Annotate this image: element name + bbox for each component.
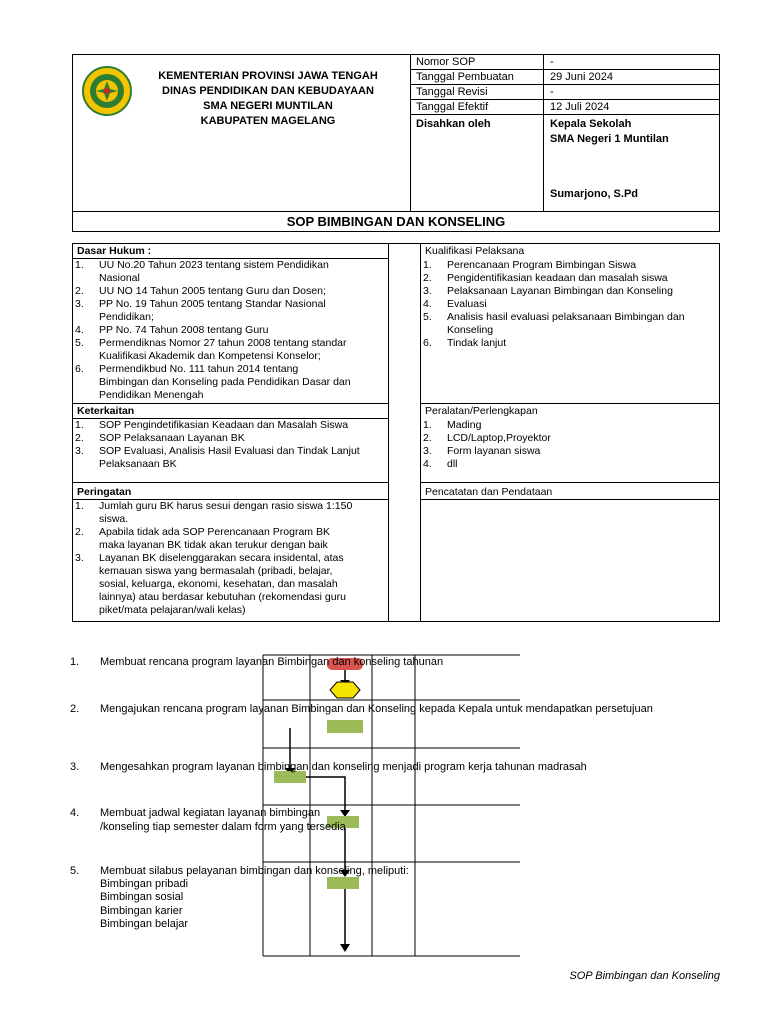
list-item	[421, 432, 719, 445]
approved-label: Disahkan oleh	[416, 118, 491, 130]
keterkaitan-section	[72, 403, 389, 483]
org-line-3: SMA NEGERI MUNTILAN	[203, 100, 333, 112]
list-item-text: UU No.20 Tahun 2023 tentang sistem Pendidikan	[99, 259, 329, 271]
pencatatan-section	[420, 482, 720, 622]
list-item-text: Pendidikan Menengah	[99, 389, 204, 401]
peralatan-section	[420, 403, 720, 483]
list-item	[421, 458, 719, 471]
section-heading: Keterkaitan	[77, 405, 135, 417]
list-item-text: Pelaksanaan BK	[99, 458, 177, 470]
peralatan-list	[421, 419, 719, 471]
list-item-text: SOP Pelaksanaan Layanan BK	[99, 432, 245, 444]
list-item-text: Permendikbud No. 111 tahun 2014 tentang	[99, 363, 299, 375]
list-item-number: 1.	[423, 259, 432, 271]
list-item-text: Jumlah guru BK harus sesui dengan rasio siswa 1:150	[99, 500, 353, 512]
keterkaitan-list	[73, 419, 388, 471]
list-item-number: 1.	[75, 419, 84, 431]
list-item-text: Permendiknas Nomor 27 tahun 2008 tentang standar	[99, 337, 347, 349]
list-item	[73, 432, 388, 445]
list-item-text: Pelaksanaan Layanan Bimbingan dan Konseling	[447, 285, 673, 297]
meta-row-revisi: Tanggal Revisi -	[410, 85, 720, 100]
list-item-number: 3.	[75, 552, 84, 564]
list-item	[73, 419, 388, 432]
list-item-text: Tindak lanjut	[447, 337, 507, 349]
list-item-text: SOP Evaluasi, Analisis Hasil Evaluasi dan Tindak Lanjut	[99, 445, 360, 457]
list-item	[73, 363, 388, 402]
list-item	[421, 298, 719, 311]
org-line-4: KABUPATEN MAGELANG	[200, 115, 336, 127]
list-item-text: piket/mata pelajaran/wali kelas)	[99, 604, 246, 616]
list-item-text: Evaluasi	[447, 298, 487, 310]
dasar-hukum-list	[73, 259, 388, 402]
list-item-number: 2.	[423, 432, 432, 444]
kualifikasi-section	[420, 243, 720, 404]
list-item-number: 4.	[75, 324, 84, 336]
peringatan-section	[72, 482, 389, 622]
list-item	[421, 337, 719, 350]
institution-name	[133, 69, 403, 129]
list-item-number: 5.	[423, 311, 432, 323]
list-item-number: 2.	[75, 432, 84, 444]
list-item-number: 6.	[75, 363, 84, 375]
institution-block	[73, 55, 411, 211]
list-item-number: 1.	[423, 419, 432, 431]
list-item-number: 3.	[75, 445, 84, 457]
process-box-2	[327, 720, 363, 733]
list-item-text: Bimbingan dan Konseling pada Pendidikan Dasar dan	[99, 376, 351, 388]
org-line-2: DINAS PENDIDIKAN DAN KEBUDAYAAN	[162, 85, 374, 97]
meta-row-nomor: Nomor SOP -	[410, 55, 720, 70]
list-item	[73, 500, 388, 526]
document-title: SOP BIMBINGAN DAN KONSELING	[72, 212, 720, 232]
sop-header	[72, 54, 720, 212]
list-item-text: Pengidentifikasian keadaan dan masalah siswa	[447, 272, 668, 284]
decision-shape	[330, 682, 360, 698]
list-item-number: 1.	[75, 259, 84, 271]
list-item-text: Apabila tidak ada SOP Perencanaan Program BK	[99, 526, 330, 538]
list-item-text: sosial, keluarga, ekonomi, kesehatan, dan masalah	[99, 578, 338, 590]
list-item-number: 2.	[423, 272, 432, 284]
school-logo-icon	[81, 65, 133, 117]
kualifikasi-list	[421, 259, 719, 350]
list-item	[421, 272, 719, 285]
list-item	[421, 259, 719, 272]
list-item-text: PP No. 74 Tahun 2008 tentang Guru	[99, 324, 269, 336]
list-item-text: dll	[447, 458, 458, 470]
column-divider	[388, 243, 421, 622]
dasar-hukum-section	[72, 243, 389, 404]
list-item-text: Form layanan siswa	[447, 445, 541, 457]
list-item-number: 5.	[75, 337, 84, 349]
list-item-text: PP No. 19 Tahun 2005 tentang Standar Nasional	[99, 298, 326, 310]
list-item	[421, 445, 719, 458]
list-item	[73, 298, 388, 324]
list-item-text: Mading	[447, 419, 482, 431]
peringatan-list	[73, 500, 388, 617]
list-item-text: lainnya) atau berdasar kebutuhan (rekomendasi guru	[99, 591, 346, 603]
list-item	[73, 259, 388, 285]
approver-name: Sumarjono, S.Pd	[550, 188, 639, 200]
list-item	[73, 337, 388, 363]
section-heading: Dasar Hukum :	[77, 245, 152, 257]
list-item-number: 2.	[75, 526, 84, 538]
list-item-number: 1.	[75, 500, 84, 512]
list-item-text: siswa.	[99, 513, 129, 525]
list-item-text: LCD/Laptop,Proyektor	[447, 432, 551, 444]
list-item-text: Kualifikasi Akademik dan Kompetensi Konselor;	[99, 350, 321, 362]
list-item-number: 3.	[423, 445, 432, 457]
list-item-text: Konseling	[447, 324, 494, 336]
list-item	[73, 552, 388, 617]
list-item-number: 3.	[75, 298, 84, 310]
list-item-number: 3.	[423, 285, 432, 297]
list-item	[421, 285, 719, 298]
list-item-number: 6.	[423, 337, 432, 349]
list-item	[73, 526, 388, 552]
list-item-text: UU NO 14 Tahun 2005 tentang Guru dan Dosen;	[99, 285, 326, 297]
list-item-number: 4.	[423, 458, 432, 470]
section-heading: Peralatan/Perlengkapan	[425, 405, 538, 417]
list-item	[73, 324, 388, 337]
meta-row-pembuatan: Tanggal Pembuatan 29 Juni 2024	[410, 70, 720, 85]
list-item-text: kemauan siswa yang bermasalah (pribadi, belajar,	[99, 565, 333, 577]
section-heading: Kualifikasi Pelaksana	[425, 245, 525, 257]
list-item-text: Layanan BK diselenggarakan secara insidental, atas	[99, 552, 344, 564]
list-item-text: SOP Pengindetifikasian Keadaan dan Masalah Siswa	[99, 419, 349, 431]
list-item-text: Perencanaan Program Bimbingan Siswa	[447, 259, 637, 271]
list-item-text: Nasional	[99, 272, 140, 284]
list-item-text: Analisis hasil evaluasi pelaksanaan Bimbingan dan	[447, 311, 685, 323]
page-footer: SOP Bimbingan dan Konseling	[569, 970, 720, 982]
list-item-text: Pendidikan;	[99, 311, 154, 323]
approver-title-1: Kepala Sekolah	[550, 118, 632, 130]
meta-row-efektif: Tanggal Efektif 12 Juli 2024	[410, 100, 720, 115]
list-item-number: 4.	[423, 298, 432, 310]
list-item	[73, 285, 388, 298]
list-item	[421, 419, 719, 432]
section-heading: Pencatatan dan Pendataan	[425, 486, 553, 498]
list-item-number: 2.	[75, 285, 84, 297]
section-heading: Peringatan	[77, 486, 132, 498]
approver-title-2: SMA Negeri 1 Muntilan	[550, 133, 669, 145]
list-item	[73, 445, 388, 471]
list-item	[421, 311, 719, 337]
org-line-1: KEMENTERIAN PROVINSI JAWA TENGAH	[158, 70, 378, 82]
list-item-text: maka layanan BK tidak akan terukur dengan baik	[99, 539, 328, 551]
